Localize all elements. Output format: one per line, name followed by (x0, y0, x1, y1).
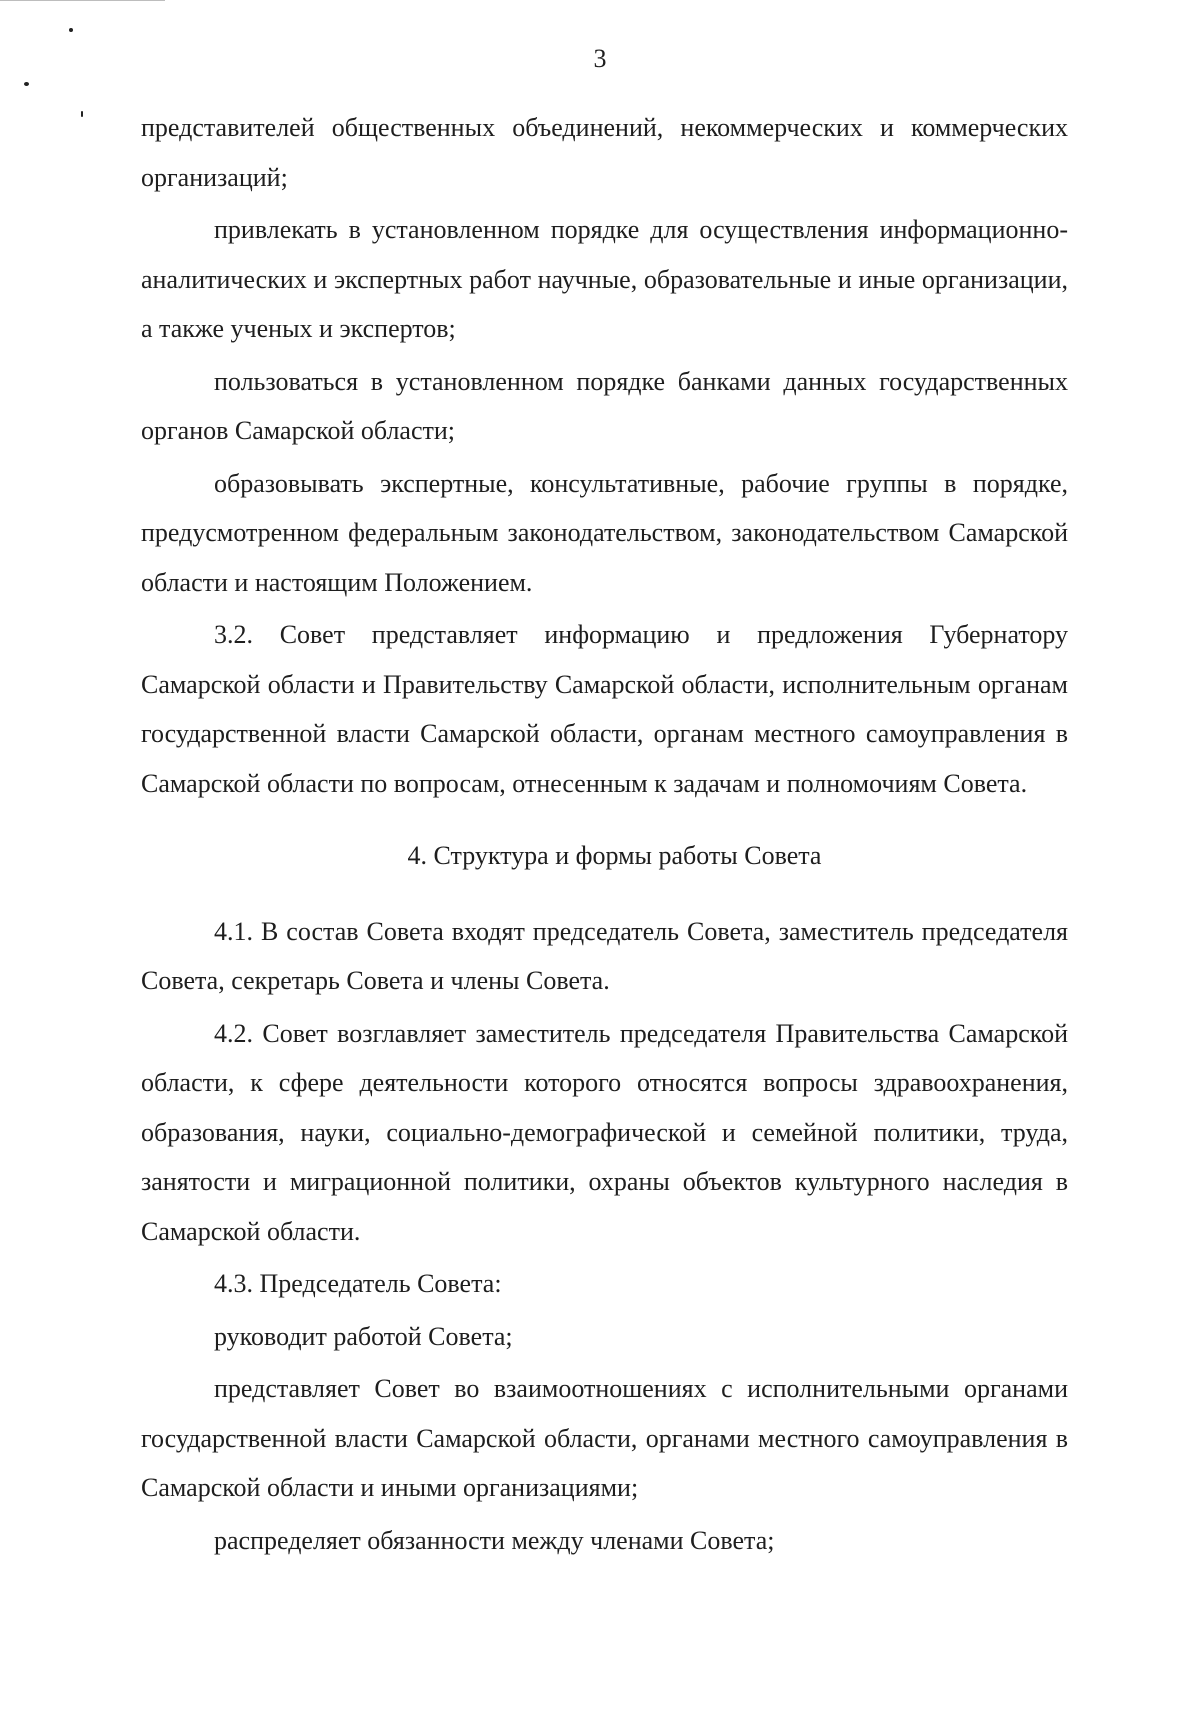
paragraph-4-1: 4.1. В состав Совета входят председатель Совета, заместитель председателя Совета, секретарь Совета и члены Совета. (141, 916, 1068, 995)
paragraph-3-2: 3.2. Совет представляет информацию и предложения Губернатору Самарской области и Правительству Самарской области, исполнительным органам государственной власти Самарской области, органам местного самоуправления в Самарской области по вопросам, отнесенным к задачам и полномочиям Совета. (141, 620, 1068, 798)
paragraph-4-2: 4.2. Совет возглавляет заместитель председателя Правительства Самарской области, к сфере деятельности которого относятся вопросы здравоохранения, образования, науки, социально-демографической и семейной политики, труда, занятости и миграционной политики, охраны объектов культурного наследия в Самарской области. (141, 1018, 1068, 1246)
scan-speck (24, 82, 29, 86)
paragraph-continuation: представителей общественных объединений, некоммерческих и коммерческих организаций; (141, 113, 1068, 192)
page-number: 3 (593, 44, 607, 73)
scan-edge-line (0, 0, 165, 1)
document-body (141, 103, 1068, 1568)
scan-speck (69, 28, 73, 32)
paragraph-4-3: 4.3. Председатель Совета: (214, 1269, 502, 1298)
paragraph: привлекать в установленном порядке для осуществления информационно-аналитических и экспертных работ научные, образовательные и иные организации, а также ученых и экспертов; (141, 215, 1068, 343)
scan-speck (81, 111, 83, 117)
section-heading: 4. Структура и формы работы Совета (407, 841, 822, 870)
list-item: представляет Совет во взаимоотношениях с исполнительными органами государственной власти Самарской области, органами местного самоуправления в Самарской области и иными организациями; (141, 1374, 1068, 1502)
paragraph: пользоваться в установленном порядке банками данных государственных органов Самарской области; (141, 366, 1068, 445)
list-item: распределяет обязанности между членами Совета; (214, 1525, 775, 1555)
paragraph: образовывать экспертные, консультативные, рабочие группы в порядке, предусмотренном федеральным законодательством, законодательством Самарской области и настоящим Положением. (141, 468, 1068, 597)
list-item: руководит работой Совета; (214, 1321, 513, 1351)
